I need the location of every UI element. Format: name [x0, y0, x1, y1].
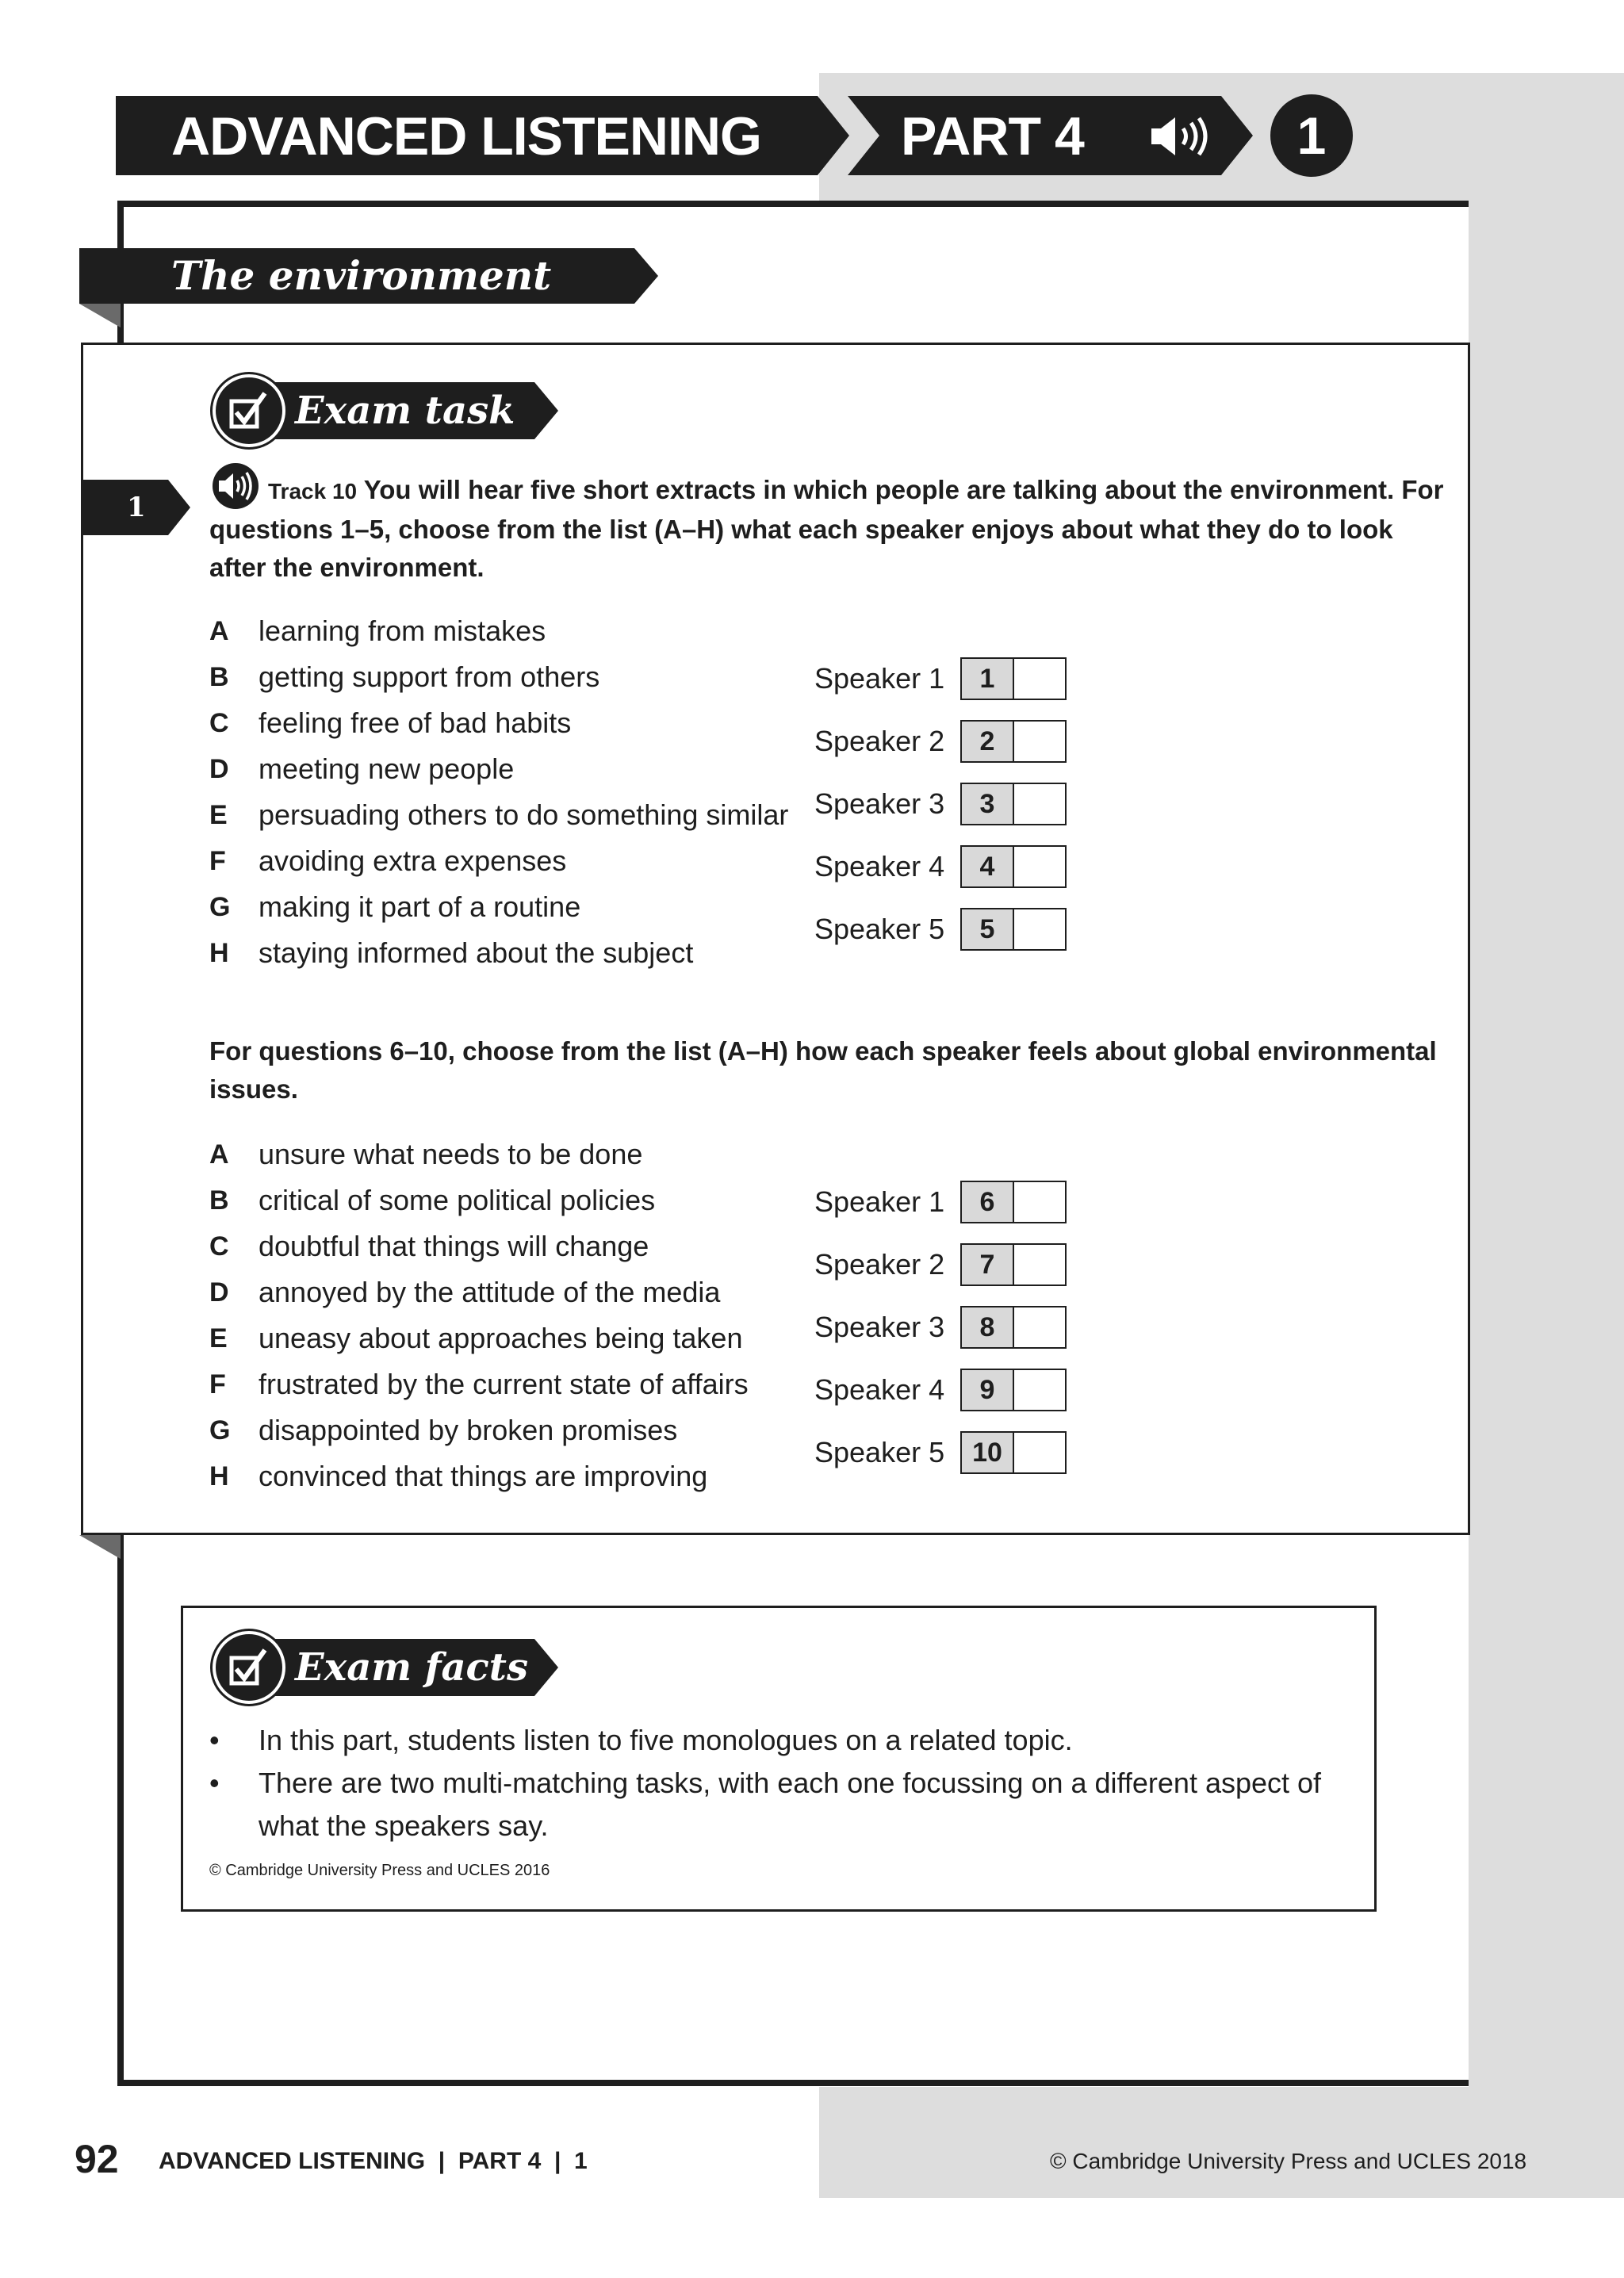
option-text: learning from mistakes — [259, 614, 546, 647]
answer-field[interactable] — [1014, 909, 1065, 949]
speaker-label: Speaker 3 — [814, 1311, 945, 1343]
option-text: convinced that things are improving — [259, 1460, 708, 1492]
option-letter: F — [209, 1369, 226, 1399]
option-text: critical of some political policies — [259, 1184, 656, 1216]
speaker-label: Speaker 2 — [814, 725, 945, 757]
option-text: disappointed by broken promises — [259, 1414, 678, 1446]
answer-box[interactable] — [960, 1306, 1067, 1349]
instruction-2: For questions 6–10, choose from the list (A–H) how each speaker feels about global environmental issues. — [209, 1036, 1437, 1104]
question-number: 1 — [127, 492, 146, 523]
answer-number: 2 — [962, 722, 1014, 761]
bullet-icon: • — [209, 1724, 220, 1756]
answer-number: 8 — [962, 1307, 1014, 1347]
facts-copyright: © Cambridge University Press and UCLES 2016 — [209, 1862, 550, 1879]
footer-label: ADVANCED LISTENING | PART 4 | 1 — [159, 2148, 588, 2174]
answer-number: 9 — [962, 1370, 1014, 1410]
option-letter: C — [209, 1231, 229, 1262]
grey-panel-right — [1469, 204, 1624, 2198]
option-letter: C — [209, 708, 229, 738]
answer-field[interactable] — [1014, 784, 1065, 824]
answer-field[interactable] — [1014, 847, 1065, 886]
exam-task-checkbox-icon — [213, 374, 285, 447]
answer-number: 10 — [962, 1433, 1014, 1472]
option-letter: A — [209, 1139, 229, 1170]
option-text: getting support from others — [259, 660, 600, 693]
track-label: Track 10 — [268, 479, 358, 503]
page-number: 92 — [75, 2137, 119, 2181]
option-letter: E — [209, 800, 228, 830]
option-text: meeting new people — [259, 752, 515, 785]
option-text: annoyed by the attitude of the media — [259, 1276, 721, 1308]
option-text: doubtful that things will change — [259, 1230, 649, 1262]
exam-facts-checkbox-icon — [213, 1631, 285, 1704]
answer-number: 1 — [962, 659, 1014, 699]
option-letter: B — [209, 662, 229, 692]
fact-text: There are two multi-matching tasks, with each one focussing on a different aspect of what the speakers say. — [259, 1767, 1322, 1842]
answer-number: 3 — [962, 784, 1014, 824]
speaker-label: Speaker 1 — [814, 1185, 945, 1218]
speaker-label: Speaker 1 — [814, 662, 945, 695]
answer-box[interactable] — [960, 845, 1067, 888]
answer-box[interactable] — [960, 1243, 1067, 1286]
speaker-label: Speaker 4 — [814, 1373, 945, 1406]
option-text: persuading others to do something similar — [259, 798, 789, 831]
answer-field[interactable] — [1014, 1433, 1065, 1472]
answer-field[interactable] — [1014, 1245, 1065, 1284]
option-letter: B — [209, 1185, 229, 1216]
answer-number: 5 — [962, 909, 1014, 949]
option-text: uneasy about approaches being taken — [259, 1322, 743, 1354]
answer-number: 6 — [962, 1182, 1014, 1222]
option-text: frustrated by the current state of affairs — [259, 1368, 749, 1400]
instruction-1 — [209, 471, 1446, 587]
answer-box[interactable] — [960, 720, 1067, 763]
answer-field[interactable] — [1014, 1370, 1065, 1410]
speaker-label: Speaker 5 — [814, 913, 945, 945]
exam-facts-title: Exam facts — [295, 1645, 528, 1690]
option-text: staying informed about the subject — [259, 936, 694, 969]
speaker-label: Speaker 3 — [814, 787, 945, 820]
speaker-label: Speaker 4 — [814, 850, 945, 882]
speaker-label: Speaker 5 — [814, 1436, 945, 1468]
option-letter: A — [209, 616, 229, 646]
answer-field[interactable] — [1014, 1307, 1065, 1347]
track-badge: 1 — [1270, 94, 1353, 177]
option-letter: D — [209, 754, 229, 784]
option-letter: F — [209, 846, 226, 876]
answer-box[interactable] — [960, 908, 1067, 951]
header-part: PART 4 — [901, 106, 1084, 167]
header-title: ADVANCED LISTENING — [171, 106, 761, 167]
answer-box[interactable] — [960, 1369, 1067, 1411]
speaker-icon — [1151, 116, 1218, 157]
option-letter: G — [209, 1415, 231, 1445]
section-banner-fold — [79, 304, 121, 327]
answer-box[interactable] — [960, 1181, 1067, 1223]
footer-copyright: © Cambridge University Press and UCLES 2018 — [1050, 2149, 1527, 2173]
answer-field[interactable] — [1014, 659, 1065, 699]
answer-field[interactable] — [1014, 1182, 1065, 1222]
exam-task-fold — [79, 1535, 121, 1559]
option-text: making it part of a routine — [259, 890, 581, 923]
option-text: feeling free of bad habits — [259, 706, 572, 739]
option-letter: G — [209, 892, 231, 922]
option-letter: H — [209, 1461, 229, 1491]
fact-text: In this part, students listen to five monologues on a related topic. — [259, 1724, 1073, 1756]
option-letter: H — [209, 938, 229, 968]
answer-field[interactable] — [1014, 722, 1065, 761]
option-text: unsure what needs to be done — [259, 1138, 643, 1170]
option-letter: E — [209, 1323, 228, 1353]
answer-box[interactable] — [960, 657, 1067, 700]
speaker-label: Speaker 2 — [814, 1248, 945, 1281]
answer-number: 7 — [962, 1245, 1014, 1284]
answer-number: 4 — [962, 847, 1014, 886]
option-letter: D — [209, 1277, 229, 1307]
section-title: The environment — [171, 252, 552, 299]
bullet-icon: • — [209, 1767, 220, 1799]
instruction-1-text: You will hear five short extracts in which people are talking about the environment. For questions 1–5, choose from the list (A–H) what each speaker enjoys about what they do to look after the environment. — [209, 475, 1444, 582]
grey-panel-bottom — [819, 2087, 1469, 2198]
answer-box[interactable] — [960, 783, 1067, 825]
option-text: avoiding extra expenses — [259, 844, 567, 877]
exam-task-title: Exam task — [295, 389, 515, 433]
answer-box[interactable] — [960, 1431, 1067, 1474]
